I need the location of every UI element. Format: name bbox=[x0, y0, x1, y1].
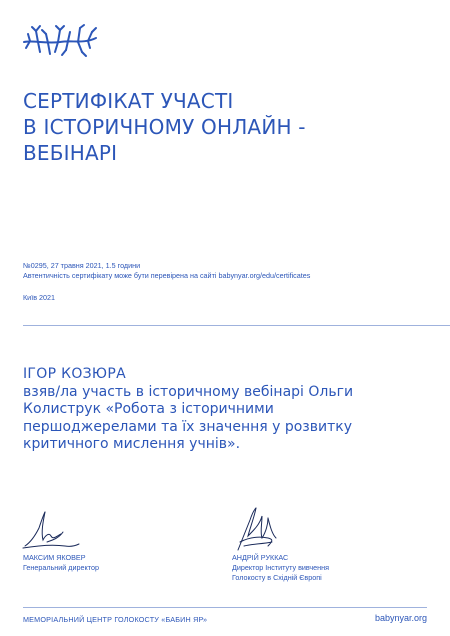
footer-organization: МЕМОРІАЛЬНИЙ ЦЕНТР ГОЛОКОСТУ «БАБИН ЯР» bbox=[23, 615, 208, 624]
handwritten-signature-icon bbox=[21, 506, 81, 552]
authenticity-note: Автентичність сертифікату може бути перевірена на сайті babynyar.org/edu/certificates bbox=[23, 271, 311, 280]
certificate-meta bbox=[23, 261, 443, 303]
signatory-title-2: Голокосту в Східній Європі bbox=[232, 573, 322, 582]
title-line-1: СЕРТИФІКАТ УЧАСТІ bbox=[23, 89, 234, 113]
city-year: Київ 2021 bbox=[23, 293, 56, 302]
signatory-title: Директор Інституту вивчення bbox=[232, 563, 330, 572]
signature-left-text bbox=[23, 553, 99, 573]
title-line-3: ВЕБІНАРІ bbox=[23, 141, 118, 165]
number-date: №0295, 27 травня 2021, 1.5 години bbox=[23, 261, 141, 270]
root-logo-icon bbox=[20, 22, 100, 60]
certificate-title bbox=[23, 88, 433, 166]
signatory-name: МАКСИМ ЯКОВЕР bbox=[23, 553, 86, 562]
footer-website-link[interactable]: babynyar.org bbox=[374, 613, 427, 623]
body-line-4: критичного мислення учнів». bbox=[23, 436, 241, 452]
body-line-2: Колиструк «Робота з історичними bbox=[23, 401, 274, 417]
body-line-1: взяв/ла участь в історичному вебінарі Ольги bbox=[23, 383, 354, 400]
signature-right-text bbox=[232, 553, 329, 583]
signatory-title: Генеральний директор bbox=[23, 563, 99, 572]
divider bbox=[23, 325, 450, 326]
recipient-name: ІГОР КОЗЮРА bbox=[23, 366, 126, 382]
footer-divider bbox=[23, 607, 427, 608]
signatory-name: АНДРІЙ РУККАС bbox=[232, 553, 289, 562]
handwritten-signature-icon bbox=[232, 506, 282, 552]
certificate-body bbox=[23, 366, 423, 454]
title-line-2: В ІСТОРИЧНОМУ ОНЛАЙН - bbox=[23, 115, 306, 139]
body-line-3: першоджерелами та їх значення у розвитку bbox=[23, 418, 352, 435]
